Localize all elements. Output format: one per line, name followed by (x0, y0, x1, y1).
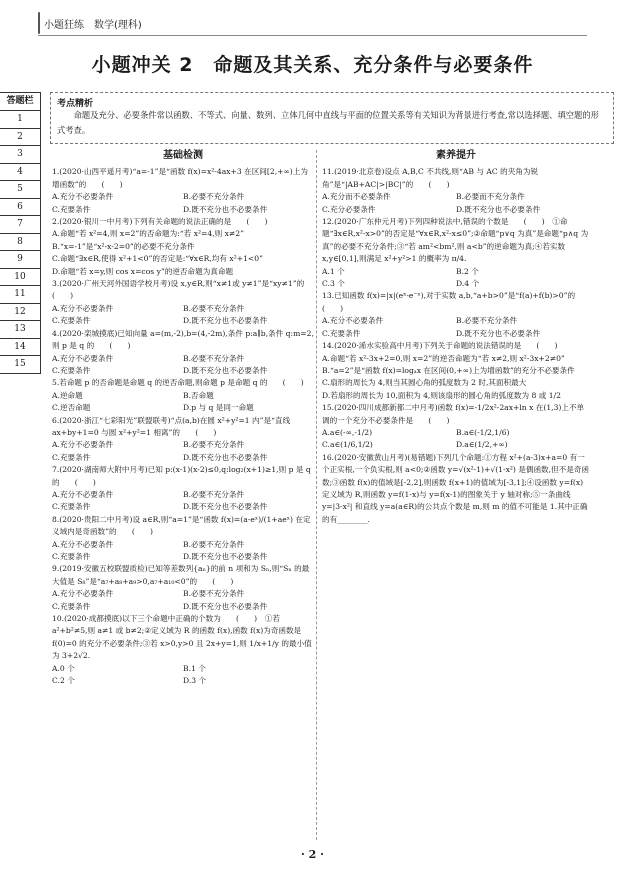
question (322, 166, 590, 216)
question (52, 216, 314, 278)
option[interactable]: A.充分不必要条件 (52, 440, 114, 450)
question-options (52, 228, 314, 278)
section-title-advanced: 素养提升 (436, 150, 476, 161)
question-options (52, 489, 314, 514)
answer-cell[interactable]: 13 (0, 321, 41, 339)
answer-cell[interactable]: 12 (0, 304, 41, 322)
option[interactable]: C.充要条件 (52, 552, 91, 561)
question-stem: 12.(2020·广东仲元月考)下列四种说法中,错误的个数是 ( ) ①命题“∃x∈R,x²-x>0”的否定是“∀x∈R,x²-x≤0”;②命题“p∨q 为真”是命题“p∧q 为真”的必要不充分条件;③“若 am²<bm²,则 a<b”的逆命题为真;④若实数 x,y∈[0,1],则满足 x²+y²>1 的概率为 π/4. (322, 217, 589, 264)
option[interactable]: C.充要条件 (52, 204, 91, 214)
option[interactable]: C.充要条件 (52, 601, 91, 611)
option[interactable]: C.充要条件 (52, 365, 91, 375)
option[interactable]: C.充要条件 (52, 502, 91, 512)
option[interactable]: A.充分不必要条件 (52, 589, 114, 599)
answer-cell[interactable]: 10 (0, 269, 41, 287)
question-stem: 13.已知函数 f(x)=|x|(eˣ-e⁻ˣ),对于实数 a,b,“a+b>0”是“f(a)+f(b)>0”的 ( ) (322, 291, 591, 313)
option[interactable]: D.命题“若 x=y,则 cos x=cos y”的逆否命题为真命题 (52, 266, 234, 276)
option[interactable]: D.既不充分也不必要条件 (456, 328, 541, 338)
option[interactable]: C.2 个 (52, 676, 75, 686)
option[interactable]: D.若扇形的周长为 10,面积为 4,则该扇形的圆心角的弧度数为 8 或 1/2 (322, 390, 561, 400)
option[interactable]: B.必要不充分条件 (456, 316, 518, 326)
question-options (322, 353, 590, 403)
option[interactable]: D.p 与 q 是同一命题 (183, 403, 254, 413)
option[interactable]: A.命题“若 x²-3x+2=0,则 x=2”的逆否命题为“若 x≠2,则 x²-3x+2≠0” (322, 353, 565, 363)
question-stem: 3.(2020·广州天河外国语学校月考)设 x,y∈R,则“x≠1或 y≠1”是“xy≠1”的 ( ) (52, 279, 320, 301)
answer-cell[interactable]: 14 (0, 339, 41, 357)
option[interactable]: D.既不充分也不必要条件 (183, 316, 268, 326)
option[interactable]: D.既不充分也不必要条件 (183, 204, 268, 214)
question-options (322, 191, 590, 216)
question-options (322, 315, 590, 340)
option[interactable]: C.a∈(1/6,1/2) (322, 440, 373, 450)
question-options (52, 303, 314, 328)
question-options (52, 663, 314, 688)
answer-cell[interactable]: 11 (0, 286, 41, 304)
question-stem: 11.(2019·北京卷)设点 A,B,C 不共线,则“AB 与 AC 的夹角为锐角”是“|AB+AC|>|BC|”的 ( ) (322, 167, 539, 189)
option[interactable]: D.3 个 (183, 676, 207, 686)
option[interactable]: D.4 个 (456, 279, 480, 289)
question-stem: 2.(2020·银川一中月考)下列有关命题的说法正确的是 ( ) (52, 217, 268, 227)
option[interactable]: B.1 个 (183, 663, 206, 673)
option[interactable]: C.充要条件 (52, 316, 91, 326)
option[interactable]: A.充分不必要条件 (52, 192, 114, 202)
header-bar (38, 12, 40, 34)
answer-cell[interactable]: 15 (0, 356, 41, 374)
option[interactable]: D.既不充分也不必要条件 (183, 601, 268, 611)
option[interactable]: B.必要不充分条件 (183, 539, 245, 549)
option[interactable]: D.a∈(1/2,+∞) (456, 440, 508, 450)
page-number: · 2 · (301, 848, 324, 861)
question-options (52, 588, 314, 613)
option[interactable]: C.命题“∃x∈R,使得 x²+1<0”的否定是:“∀x∈R,均有 x²+1<0” (52, 254, 264, 264)
column-divider (316, 150, 317, 840)
question (322, 216, 590, 290)
option[interactable]: C.充要条件 (322, 328, 361, 338)
question-stem: 10.(2020·成都摸底)以下三个命题中正确的个数为 ( ) ①若 a²+b²≠5,则 a≠1 或 b≠2;②定义域为 R 的函数 f(x),函数 f(x)为奇函数是 f(0)=0 的充分不必要条件;③若 x>0,y>0 且 2x+y=1,则 1/x+1/y 的最小值为 3+2√2. (52, 614, 312, 661)
option[interactable]: D.既不充分也不必要条件 (183, 365, 268, 375)
option[interactable]: A.1 个 (322, 266, 345, 276)
option[interactable]: B.a∈(-1/2,1/6) (456, 427, 510, 437)
key-points-text: 命题及充分、必要条件常以函数、不等式、向量、数列、立体几何中直线与平面的位置关系等有关知识为背景进行考查,常以选择题、填空题的形式考查。 (57, 110, 599, 135)
question (52, 278, 320, 328)
option[interactable]: B.必要不充分条件 (183, 489, 245, 499)
option[interactable]: C.充分必要条件 (322, 204, 376, 214)
option[interactable]: B.必要不充分条件 (183, 303, 245, 313)
key-points-heading: 考点精析 (57, 99, 94, 109)
question (52, 377, 314, 414)
answer-cell[interactable]: 9 (0, 251, 41, 269)
question-stem: 8.(2020·贵阳二中月考)设 a∈R,则“a=1”是“函数 f(x)=(a-eˣ)/(1+aeˣ) 在定义域内是奇函数”的 ( ) (52, 514, 311, 537)
option[interactable]: A.充分不必要条件 (52, 353, 114, 363)
question-options (52, 390, 314, 415)
question-stem: 14.(2020·浠水实验高中月考)下列关于命题的说法错误的是 ( ) (322, 341, 558, 351)
question-options (322, 427, 590, 452)
question (322, 452, 590, 526)
question (322, 402, 590, 452)
option[interactable]: D.既不充分也不必要条件 (183, 552, 268, 561)
left-column (52, 150, 320, 687)
option[interactable]: A.充分不必要条件 (52, 303, 114, 313)
header-rule (38, 35, 587, 36)
answer-cell[interactable]: 8 (0, 234, 41, 252)
option[interactable]: B.必要而不充分条件 (456, 192, 525, 202)
option[interactable]: B.必要不充分条件 (183, 440, 245, 450)
question-stem: 7.(2020·湖南师大附中月考)已知 p:(x-1)(x-2)≤0,q:log₂(x+1)≥1,则 p 是 q 的 ( ) (52, 465, 311, 487)
question-stem: 4.(2020·栾城摸底)已知向量 a=(m,-2),b=(4,-2m),条件 p:a∥b,条件 q:m=2,则 p 是 q 的 ( ) (52, 328, 314, 351)
running-header: 小题狂练 数学(理科) (44, 20, 142, 31)
question-options (322, 266, 590, 291)
page-title: 小题冲关 2 命题及其关系、充分条件与必要条件 (91, 54, 534, 76)
option[interactable]: A.充分不必要条件 (322, 316, 384, 326)
question-stem: 9.(2019·安徽五校联盟质检)已知等差数列{aₙ}的前 n 项和为 Sₙ,则“Sₙ 的最大值是 S₈”是“a₇+a₈+a₉>0,a₇+a₁₀<0”的 ( ) (52, 564, 310, 586)
option[interactable]: A.a∈(-∞,-1/2) (322, 427, 373, 437)
option[interactable]: A.充分不必要条件 (52, 489, 114, 499)
answer-cell[interactable]: 7 (0, 216, 41, 234)
answer-cell[interactable]: 1 (0, 111, 41, 129)
option[interactable]: C.扇形的周长为 4,则当其圆心角的弧度数为 2 时,其面积最大 (322, 378, 527, 388)
question (52, 563, 314, 613)
question (52, 613, 314, 687)
question (52, 464, 314, 514)
section-title-basic: 基础检测 (163, 150, 203, 161)
answer-cell[interactable]: 6 (0, 199, 41, 217)
answer-column (0, 92, 41, 374)
question-options (52, 539, 314, 564)
answer-cell[interactable]: 2 (0, 129, 41, 147)
option[interactable]: C.逆否命题 (52, 403, 91, 413)
option[interactable]: A.充分不必要条件 (52, 539, 114, 549)
question (52, 166, 314, 216)
answer-cell[interactable]: 5 (0, 181, 41, 199)
option[interactable]: B.“a=2”是“函数 f(x)=logₐx 在区间(0,+∞)上为增函数”的充分不必要条件 (322, 365, 575, 375)
question (322, 340, 590, 402)
option[interactable]: B.否命题 (183, 390, 214, 400)
answer-cell[interactable]: 4 (0, 164, 41, 182)
question-stem: 1.(2020·山西平遥月考)“a=-1”是“函数 f(x)=x²-4ax+3 在区间[2,+∞)上为增函数”的 ( ) (52, 167, 308, 189)
question-stem: 6.(2020·浙江“七彩阳光”联盟联考)“点(a,b)在圆 x²+y²=1 内”是“直线 ax+by+1=0 与圆 x²+y²=1 相离”的 ( ) (52, 415, 291, 437)
question-stem: 15.(2020·四川成都新都二中月考)函数 f(x)=-1/2x²-2ax+ln x 在(1,3)上不单调的一个充分不必要条件是 ( ) (322, 403, 585, 425)
option[interactable]: A.0 个 (52, 663, 75, 673)
option[interactable]: D.既不充分也不必要条件 (456, 204, 541, 214)
question-options (52, 439, 314, 464)
question (322, 290, 590, 340)
option[interactable]: C.充要条件 (52, 452, 91, 462)
option[interactable]: B.2 个 (456, 266, 479, 276)
option[interactable]: B.必要不充分条件 (183, 353, 245, 363)
option[interactable]: D.既不充分也不必要条件 (183, 452, 268, 462)
option[interactable]: A.充分而不必要条件 (322, 192, 391, 202)
option[interactable]: A.命题“若 x²=4,则 x=2”的否命题为:“若 x²=4,则 x≠2” (52, 229, 244, 239)
question-options (52, 353, 314, 378)
question (52, 514, 314, 564)
option[interactable]: B.必要不充分条件 (183, 589, 245, 599)
question (52, 415, 314, 465)
question-stem: 16.(2020·安徽黄山月考)(易错题)下列几个命题:①方程 x²+(a-3)x+a=0 有一个正实根,一个负实根,则 a<0;②函数 y=√(x²-1)+√(1-x²) 是偶函数,但不是奇函数;③函数 f(x)的值域是[-2,2],则函数 f(x+1)的值域为[-3,1];④设函数 y=f(x)定义域为 R,则函数 y=f(1-x)与 y=f(x-1)的图象关于 y 轴对称;⑤一条曲线 y=|3-x²| 和直线 y=a(a∈R)的公共点个数是 m,则 m 的值不可能是 1.其中正确的有________. (322, 452, 590, 524)
option[interactable]: B.必要不充分条件 (183, 192, 245, 202)
right-column (322, 150, 590, 526)
answer-cell[interactable]: 3 (0, 146, 41, 164)
question-options (52, 191, 314, 216)
answer-column-header: 答题栏 (0, 92, 41, 111)
option[interactable]: D.既不充分也不必要条件 (183, 502, 268, 512)
question-stem: 5.若命题 p 的否命题是命题 q 的逆否命题,则命题 p 是命题 q 的 ( ) (52, 378, 304, 388)
option[interactable]: C.3 个 (322, 279, 345, 289)
option[interactable]: B.“x=-1”是“x²-x-2=0”的必要不充分条件 (52, 241, 195, 251)
key-points-box (50, 92, 614, 144)
option[interactable]: A.逆命题 (52, 390, 83, 400)
question (52, 328, 314, 378)
